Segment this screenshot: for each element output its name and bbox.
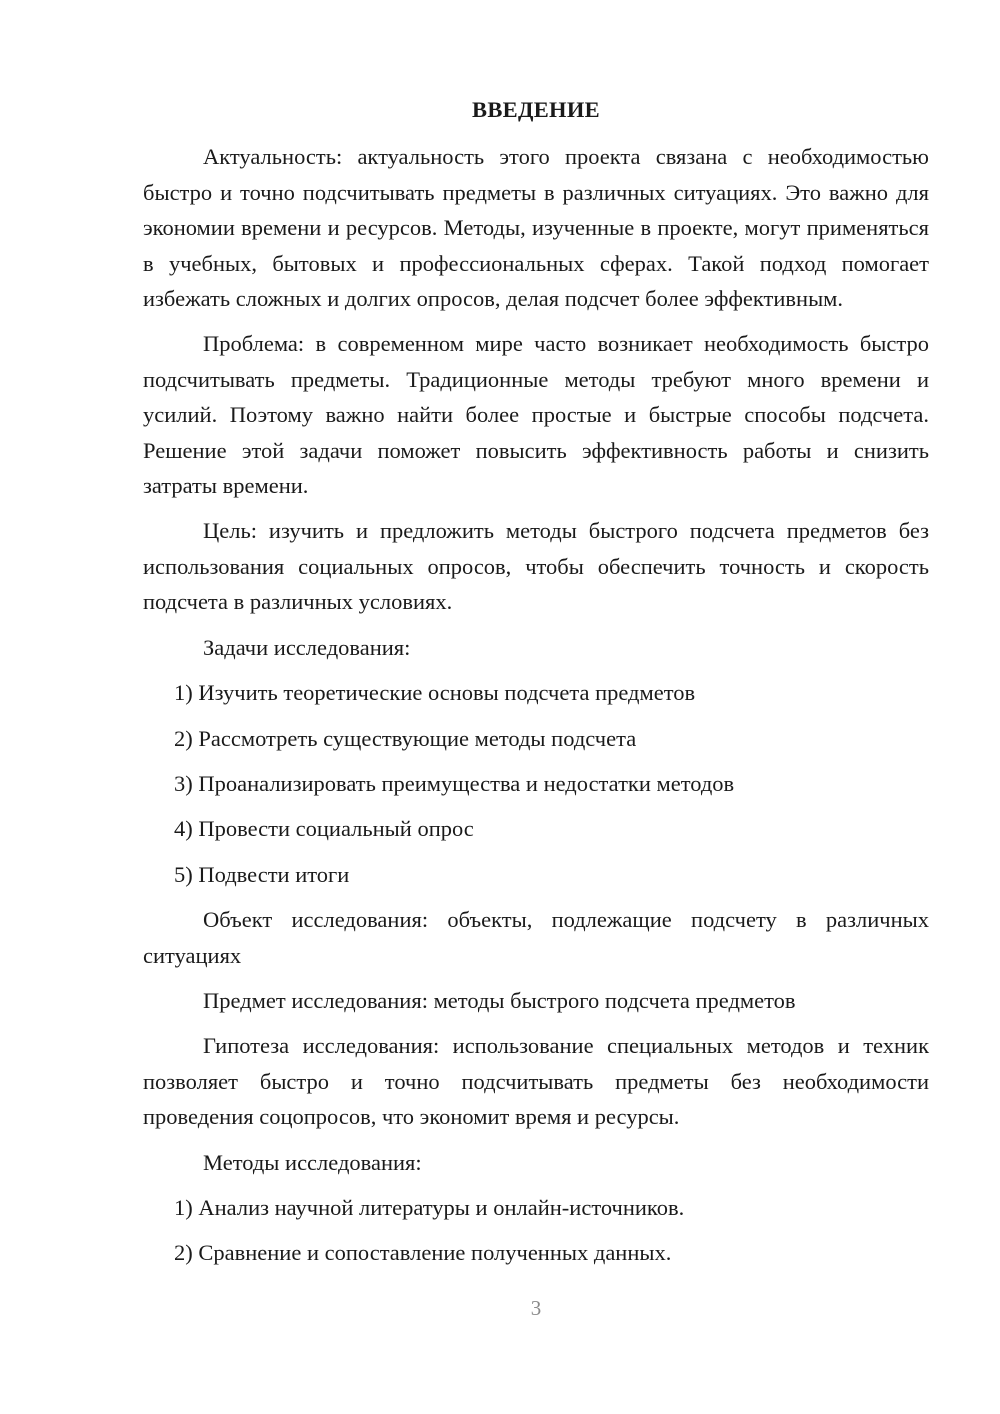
task-item: 2) Рассмотреть существующие методы подсчета — [174, 725, 637, 751]
hypothesis-paragraph: Гипотеза исследования: использование специальных методов и техник позволяет быстро и точно подсчитывать предметы без необходимости проведения соцопросов, что экономит время и ресурсы. — [143, 1033, 929, 1130]
method-item: 2) Сравнение и сопоставление полученных данных. — [174, 1240, 672, 1266]
object-paragraph: Объект исследования: объекты, подлежащие подсчету в различных ситуациях — [143, 907, 929, 968]
task-item: 5) Подвести итоги — [174, 861, 350, 887]
section-title: ВВЕДЕНИЕ — [472, 97, 600, 122]
subject-paragraph: Предмет исследования: методы быстрого подсчета предметов — [203, 987, 796, 1013]
problem-paragraph: Проблема: в современном мире часто возникает необходимость быстро подсчитывать предметы. Традиционные методы требуют много времени и усилий. Поэтому важно найти более простые и быстрые способы подсчета. Решение этой задачи поможет повысить эффективность работы и снизить затраты времени. — [143, 331, 929, 499]
page-number: 3 — [530, 1296, 542, 1320]
task-item: 3) Проанализировать преимущества и недостатки методов — [174, 770, 735, 796]
document-page — [143, 92, 929, 1281]
task-item: 1) Изучить теоретические основы подсчета предметов — [174, 680, 696, 706]
methods-heading: Методы исследования: — [203, 1149, 422, 1175]
task-item: 4) Провести социальный опрос — [174, 816, 474, 842]
goal-paragraph: Цель: изучить и предложить методы быстрого подсчета предметов без использования социальных опросов, чтобы обеспечить точность и скорость подсчета в различных условиях. — [143, 518, 929, 615]
method-item: 1) Анализ научной литературы и онлайн-источников. — [174, 1194, 685, 1220]
tasks-heading: Задачи исследования: — [203, 634, 411, 660]
relevance-paragraph: Актуальность: актуальность этого проекта связана с необходимостью быстро и точно подсчитывать предметы в различных ситуациях. Это важно для экономии времени и ресурсов. Методы, изученные в проекте, могут применяться в учебных, бытовых и профессиональных сферах. Такой подход помогает избежать сложных и долгих опросов, делая подсчет более эффективным. — [143, 144, 929, 312]
